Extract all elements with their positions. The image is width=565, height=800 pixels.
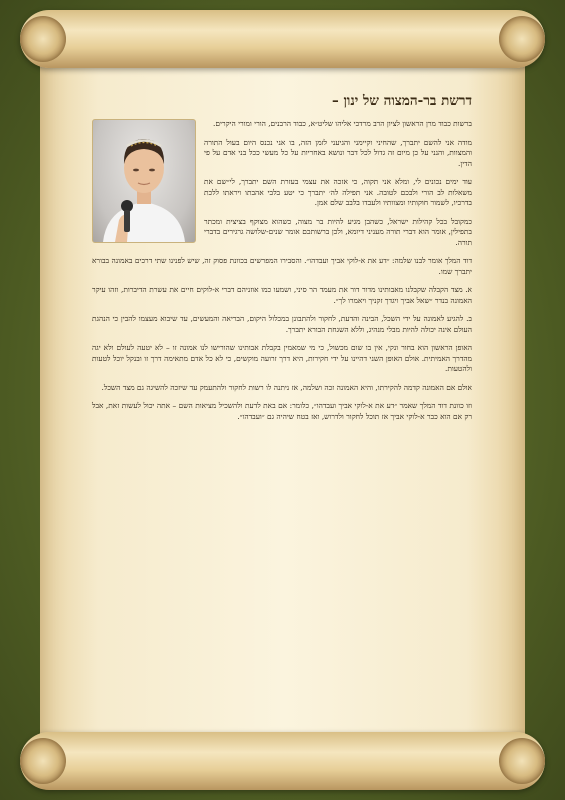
paragraph: האופן הראשון הוא בחור ונקי, אין בו שום מכשול, כי מי שמאמין בקבלת אבותינו שהורישו לנו אמונה זו – לא יטעה לעולם ולא יגה מהדרך האמיתית. אולם האופן השני דהיינו על ידי חקירות, היא דרך זרועה מוקשים, כי לא כל אדם מתאימה דרך זו ובנקל יוכל לטעות ולהטעות.: [92, 343, 472, 374]
paragraph: אולם אם האמונה קדמה להקירתו, והיא האמונה זכה ושלמה, אז ניתנה לו רשות לחקור ולהתעמק עד שיזכה להשיגה גם מצד השכל.: [101, 382, 472, 392]
paragraph: וזו כוונת דוד המלך שאמר ״דע את א-לוקי אביך ועבדהו״, כלומר: אם באת לדעת ולהשכיל מציאות השם – אתה יכול לעשות זאת, אבל רק אם הוא כבר א-לוקי אביך אז תוכל לחקור ולדרוש, ואז בטח שיהיה גם ״ועבדהו״.: [92, 401, 472, 421]
scroll-roll-top: [20, 10, 545, 68]
scroll-roll-bottom: [20, 732, 545, 790]
paragraph: מודה אני להשם יתברך, שהחיני וקיימני והגיעני לזמן הזה, בו אני נכנס היום בעול התורה והמצוות, והנני על כן מיום זה גדול לכל דבר ונושא באחריות על כל מעשי ככל בני אדם על פי הדין.: [204, 137, 472, 168]
boy-with-microphone-icon: [93, 120, 195, 242]
boy-photo: [92, 119, 196, 243]
page-title: דרשת בר-המצוה של ינון –: [332, 93, 472, 109]
paragraph: דוד המלך אומר לבנו שלמה: ״דע את א-לוקי אביך ועבדהו״. והסבירו המפרשים בכוונת פסוק זה, שיש לפנינו שתי דרכים באמונה בבורא יתברך שמו.: [92, 256, 472, 276]
paragraph: ברשות כבוד מרן הראשון לציון הרב מרדכי אליהו שליט״א, כבוד הרבנים, הורי ומורי היקרים.: [213, 119, 472, 128]
scroll-roll-end-right: [499, 16, 545, 62]
paragraph: כמקובל בכל קהילות ישראל, כשהבן מגיע להיות בר מצוה, כשהוא מצוקף בציצית ומכתר בתפילין, אומר הוא דברי תורה מעניני דיומא, ולכן ברשותכם אומר שנים-שלושה גרגירים בדברי תורה.: [204, 216, 472, 247]
paragraph: עוד ימים נכונים לי, ומלא אני תקוה, כי אזכה את עצמי בעזרת השם יתברך, לי״שם את משאלות לב הורי ולבכם לטובה. אני תפילה לה׳ יתברך כי יטע בלבי אהבתו ויראתו ללכת בדרכיו, לשמור חוקותיו ומצוותיו ולעבדו בלבב שלם אמן.: [204, 177, 472, 208]
scroll-roll-end-left: [20, 738, 66, 784]
scroll-roll-end-right: [499, 738, 545, 784]
paragraph: ב. להגיע לאמונה על ידי השכל, הבינה והדעת, לחקור ולהתבונן במכלול היקום, הבריאה והמעשים, עד שיבוא מעצמו להבין כי הנהגת העולם אינה יכולה להיות מבלי מנהיג, וללא השגחת הבורא יתברך.: [92, 314, 472, 334]
paragraph: א. מצד הקבלה שקבלנו מאבותינו מדור דור את מעמד הר סיני, ושמעו כמו אוזניהם דברי א-לוקים חיים את עשרת הדיברות, וזהו עיקר האמונה בנדר ״שאל אביך ויגדך זקניך ויאמרו לך״.: [92, 285, 472, 305]
speech-text: [92, 93, 472, 703]
scroll-roll-end-left: [20, 16, 66, 62]
